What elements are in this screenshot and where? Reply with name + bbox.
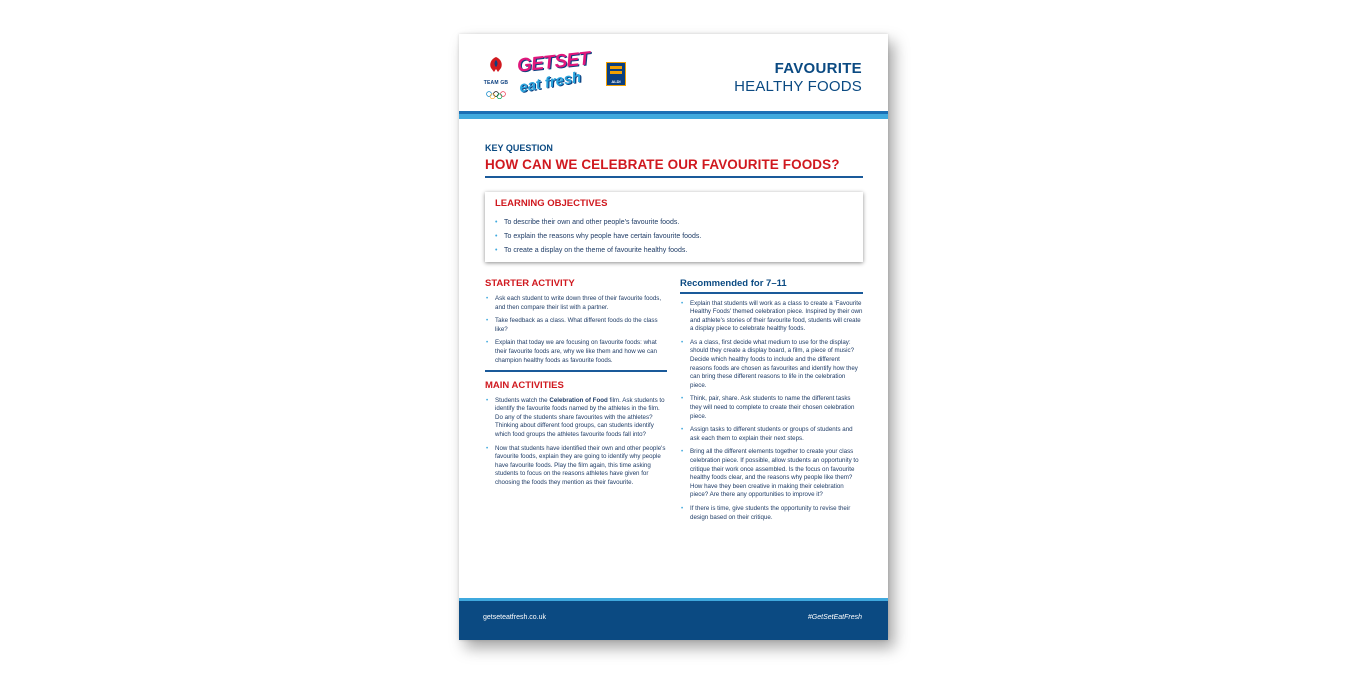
- header-band: [459, 114, 888, 119]
- brand-line2: eat fresh: [517, 68, 583, 97]
- list-item: [485, 397, 667, 440]
- lion-icon: [485, 56, 507, 74]
- key-question-rule: [485, 176, 863, 178]
- list-item: • If there is time, give students the opportunity to revise their design based on their critique.: [680, 505, 863, 522]
- recommended-rule: [680, 292, 863, 294]
- list-item: • Explain that today we are focusing on favourite foods: what their favourite foods are, why we like them and how we can champion healthy foods as favourite foods.: [485, 339, 667, 365]
- list-item: • To create a display on the theme of favourite healthy foods.: [495, 244, 701, 258]
- list-item: • To explain the reasons why people have certain favourite foods.: [495, 230, 701, 244]
- list-item: • To describe their own and other people's favourite foods.: [495, 216, 701, 230]
- footer-website: getseteatfresh.co.uk: [483, 614, 547, 621]
- list-item: • As a class, first decide what medium to use for the display: should they create a display board, a film, a piece of music? Decide which healthy foods to include and the different reasons foods are chosen as favourites and identify how they can bring these different reasons to life in the celebration piece.: [680, 339, 863, 391]
- aldi-logo: [606, 62, 626, 86]
- aldi-stripe: [610, 71, 622, 74]
- main-activities-list: [485, 397, 667, 488]
- key-question-title: HOW CAN WE CELEBRATE OUR FAVOURITE FOODS?: [485, 157, 840, 172]
- film-title: Celebration of Food: [549, 396, 608, 404]
- team-gb-logo: [483, 56, 509, 104]
- olympic-rings-icon: [485, 91, 507, 99]
- list-item: • Bring all the different elements together to create your class celebration piece. If possible, allow students an opportunity to critique their work once assembled. Is the focus on favourite healthy foods clear, and the reasons why people like them? How have they been creative in making their celebration piece? Are there any opportunities to improve it?: [680, 448, 863, 500]
- item-suffix: film. Ask students to identify the favourite foods named by the athletes in the film. Do any of the students share favourites with the athletes? Thinking about different food groups, can students identify which food groups the athletes favourite foods fall into?: [495, 396, 665, 439]
- starter-list: [485, 295, 667, 365]
- footer-band: [459, 598, 888, 601]
- recommended-list: [680, 300, 863, 523]
- key-question-label: KEY QUESTION: [485, 143, 553, 153]
- list-item: • Explain that students will work as a class to create a 'Favourite Healthy Foods' themed celebration piece. Inspired by their own and athlete's stories of their favourite food, students will create a display piece to celebrate healthy foods.: [680, 300, 863, 334]
- main-activities-section: [485, 380, 667, 488]
- list-item: • Take feedback as a class. What different foods do the class like?: [485, 317, 667, 334]
- aldi-stripe: [610, 66, 622, 69]
- recommended-title: Recommended for 7–11: [680, 278, 787, 289]
- right-column: [680, 278, 863, 527]
- get-set-eat-fresh-logo: [516, 48, 599, 100]
- main-activities-title: MAIN ACTIVITIES: [485, 379, 564, 391]
- learning-objectives-list: [495, 216, 701, 258]
- learning-objectives-title: LEARNING OBJECTIVES: [495, 198, 608, 209]
- starter-rule: [485, 370, 667, 372]
- worksheet-page: [459, 34, 888, 640]
- brand-line1: GETSET: [516, 48, 591, 77]
- aldi-label: ALDI: [611, 79, 621, 84]
- starter-title: STARTER ACTIVITY: [485, 278, 575, 289]
- team-gb-label: TEAM GB: [483, 80, 509, 86]
- page-title-line1: FAVOURITE: [774, 60, 862, 77]
- page-title-line2: HEALTHY FOODS: [734, 78, 862, 95]
- left-column: [485, 278, 667, 493]
- list-item: • Assign tasks to different students or groups of students and ask each them to explain their next steps.: [680, 426, 863, 443]
- page-footer: [459, 598, 888, 640]
- footer-hashtag: #GetSetEatFresh: [807, 614, 862, 621]
- list-item: • Now that students have identified their own and other people's favourite foods, explain they are going to identify why people have favourite foods. Play the film again, this time asking students to focus on the reasons athletes have given for choosing the foods they mention as their favourite.: [485, 445, 667, 488]
- list-item: • Think, pair, share. Ask students to name the different tasks they will need to complete to create their chosen celebration piece.: [680, 395, 863, 421]
- item-prefix: Students watch the: [495, 396, 550, 404]
- list-item: • Ask each student to write down three of their favourite foods, and then compare their list with a partner.: [485, 295, 667, 312]
- learning-objectives-box: [485, 192, 863, 262]
